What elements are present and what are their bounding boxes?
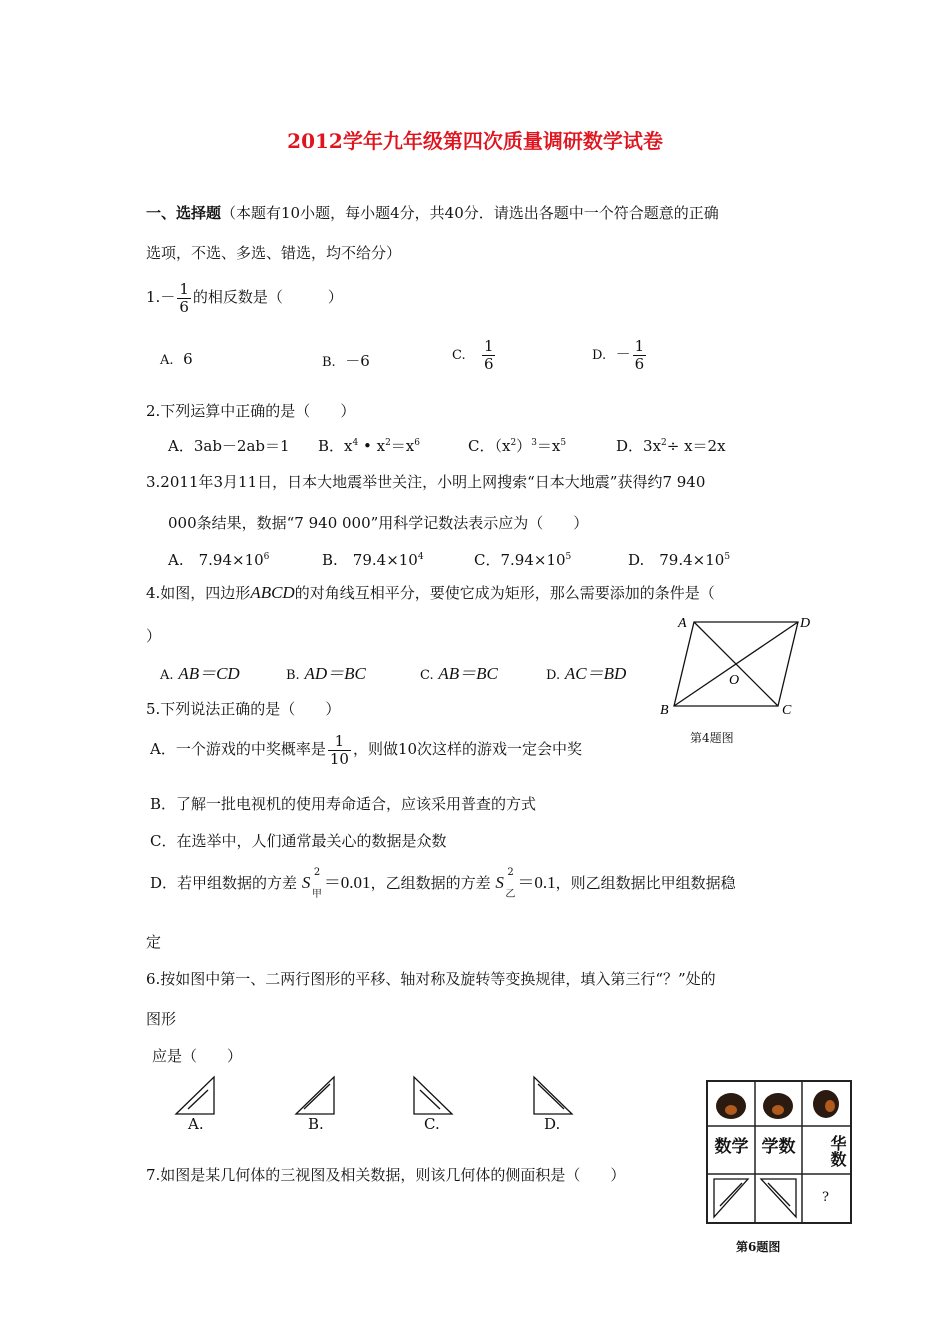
- center-o-label: O: [729, 673, 740, 688]
- q2-stem: 2.下列运算中正确的是（ ）: [146, 402, 356, 420]
- question-1: [146, 281, 343, 315]
- q1-c-label: C.: [452, 348, 466, 363]
- q5-s1-sub: 甲: [311, 889, 322, 900]
- q2-c-mid: ）: [516, 437, 532, 455]
- q4-pre: 4.如图，四边形: [146, 584, 251, 602]
- q1-b-label: B.: [322, 355, 336, 370]
- q4-option-a: [160, 659, 240, 684]
- q4-a-label: A.: [160, 668, 174, 683]
- q5-a-den: 10: [329, 749, 349, 768]
- q6-line-3: 应是（ ）: [152, 1047, 243, 1065]
- q2-c-exp1: 2: [510, 438, 517, 448]
- q5-a-post: ，则做10次这样的游戏一定会中奖: [352, 740, 583, 758]
- q3-c-exp: 5: [565, 552, 572, 562]
- q5-option-d: [150, 867, 736, 900]
- q3-option-d: [628, 549, 730, 570]
- q5-a-num: 1: [328, 733, 351, 751]
- q3-b-exp: 4: [417, 552, 424, 562]
- q4-d-val: AC＝BD: [564, 664, 627, 683]
- q5-s2-sub: 乙: [505, 889, 516, 900]
- q3-option-c: [474, 549, 571, 570]
- q1-option-c: [452, 338, 497, 372]
- q2-c-pre: C．（x: [468, 437, 511, 455]
- q6-option-c-label: C.: [424, 1115, 440, 1133]
- q3-option-a: [168, 549, 269, 570]
- q2-d-post: ÷ x＝2x: [666, 437, 726, 455]
- q4-b-label: B.: [286, 668, 300, 683]
- q6-grid-cell-3: 华数: [828, 1135, 847, 1167]
- q6-option-c-triangle: [408, 1074, 468, 1118]
- q5-variance-a: [301, 867, 324, 900]
- q1-a-val: 6: [183, 350, 193, 368]
- q2-b-pre: B．x: [318, 437, 353, 455]
- q3-c-text: C．7.94×10: [474, 551, 566, 569]
- q5-a-pre: A．一个游戏的中奖概率是: [150, 740, 326, 758]
- q5-stem: 5.下列说法正确的是（ ）: [146, 700, 341, 718]
- q4-line-2: ）: [146, 627, 162, 645]
- q4-line-1: [146, 582, 715, 603]
- q5-v2: ＝0.1: [517, 873, 556, 892]
- q2-b-exp3: 6: [414, 438, 420, 448]
- q2-b-exp2: 2: [385, 438, 391, 448]
- section-intro: [146, 202, 719, 223]
- q2-option-d: [616, 435, 726, 456]
- q2-option-c: [468, 435, 566, 456]
- q2-c-exp3: 5: [560, 438, 567, 448]
- q4-option-d: [546, 659, 626, 684]
- q4-var: ABCD: [250, 583, 295, 602]
- q4-post: 的对角线互相平分，要使它成为矩形，那么需要添加的条件是（: [294, 584, 715, 602]
- q2-b-post: ＝x: [390, 437, 415, 455]
- q1-frac-den: 6: [179, 297, 189, 316]
- q5-variance-b: [495, 867, 517, 900]
- vertex-a-label: A: [678, 616, 687, 631]
- q1-d-label: D.: [592, 348, 607, 363]
- q6-option-b-triangle: [290, 1074, 350, 1118]
- q1-d-fraction: [633, 338, 647, 372]
- q4-option-b: [286, 659, 366, 684]
- q3-a-text: A. 7.94×10: [168, 551, 264, 569]
- q5-s2: S: [495, 873, 504, 892]
- q4-b-val: AD＝BC: [304, 664, 366, 683]
- q2-b-exp1: 4: [352, 438, 359, 448]
- q4-a-val: AB＝CD: [178, 664, 240, 683]
- q1-c-num: 1: [483, 337, 494, 355]
- q1-tail: 的相反数是（ ）: [192, 288, 343, 306]
- q2-d-pre: D．3x: [616, 437, 662, 455]
- q1-frac-num: 1: [179, 280, 189, 298]
- q1-fraction: [177, 281, 191, 315]
- section-desc-2: 选项，不选、多选、错选，均不给分）: [146, 244, 402, 262]
- q5-d-pre: D．若甲组数据的方差: [150, 874, 298, 892]
- q1-sign: －: [160, 288, 176, 306]
- q4-d-label: D.: [546, 668, 561, 683]
- q5-v1: ＝0.01: [323, 873, 371, 892]
- q2-option-a: A．3ab－2ab＝1: [168, 437, 290, 455]
- q1-number: 1.: [146, 288, 161, 306]
- q2-c-exp2: 3: [531, 438, 537, 448]
- q5-d-post: ，则乙组数据比甲组数据稳: [555, 874, 736, 892]
- q3-line-1: 3.2011年3月11日，日本大地震举世关注，小明上网搜索“日本大地震”获得约7 940: [146, 473, 706, 491]
- q6-line-1: 6.按如图中第一、二两行图形的平移、轴对称及旋转等变换规律，填入第三行“？”处的: [146, 970, 716, 988]
- q6-grid-cell-2: 学数: [761, 1137, 796, 1157]
- q1-c-fraction: [482, 338, 496, 372]
- q4-option-c: [420, 659, 498, 684]
- q4-c-val: AB＝BC: [438, 664, 498, 683]
- q5-option-b: B．了解一批电视机的使用寿命适合，应该采用普查的方式: [150, 795, 537, 813]
- q6-grid-question-mark: ?: [822, 1190, 829, 1205]
- q1-option-b: [322, 350, 370, 371]
- q1-d-den: 6: [634, 354, 645, 373]
- q5-a-fraction: [328, 733, 351, 767]
- q6-grid-cell-1: 数学: [714, 1137, 749, 1157]
- q3-d-text: D. 79.4×10: [628, 551, 725, 569]
- q6-option-b-label: B.: [308, 1115, 324, 1133]
- q1-c-den: 6: [483, 354, 494, 373]
- q6-option-d-label: D.: [544, 1115, 561, 1133]
- vertex-b-label: B: [660, 703, 669, 718]
- q2-c-post: ＝x: [536, 437, 561, 455]
- q1-a-label: A.: [160, 353, 174, 368]
- q5-s2-sup: 2: [507, 867, 514, 878]
- q3-b-text: B. 79.4×10: [322, 551, 418, 569]
- q6-pattern-grid: [706, 1080, 852, 1224]
- section-heading: 一、选择题: [146, 204, 222, 222]
- q1-b-val: －6: [345, 352, 370, 370]
- q6-line-2: 图形: [146, 1010, 177, 1028]
- q3-option-b: [322, 549, 424, 570]
- q2-d-exp1: 2: [661, 438, 667, 448]
- q6-figure-caption: 第6题图: [736, 1240, 781, 1254]
- q5-option-c: C．在选举中，人们通常最关心的数据是众数: [150, 832, 447, 850]
- q3-a-exp: 6: [263, 552, 270, 562]
- q6-option-a-label: A.: [188, 1115, 204, 1133]
- q2-b-mid: • x: [358, 437, 386, 455]
- q2-option-b: [318, 435, 420, 456]
- q1-d-num: 1: [634, 337, 645, 355]
- q7-stem: 7.如图是某几何体的三视图及相关数据，则该几何体的侧面积是（ ）: [146, 1166, 626, 1184]
- q4-c-label: C.: [420, 668, 434, 683]
- page-title: 2012学年九年级第四次质量调研数学试卷: [287, 129, 663, 153]
- q5-s1: S: [301, 873, 311, 892]
- q5-option-d-end: 定: [146, 933, 162, 951]
- section-desc-1: （本题有10小题，每小题4分，共40分．请选出各题中一个符合题意的正确: [221, 204, 719, 222]
- q3-line-2: 000条结果，数据“7 940 000”用科学记数法表示应为（ ）: [168, 514, 589, 532]
- q5-d-mid: ，乙组数据的方差: [370, 874, 491, 892]
- q6-option-a-triangle: [170, 1074, 230, 1118]
- q6-option-d-triangle: [528, 1074, 588, 1118]
- q1-d-sign: －: [615, 345, 631, 363]
- vertex-c-label: C: [782, 703, 792, 718]
- q5-option-a: [150, 733, 582, 767]
- q4-parallelogram-figure: [650, 608, 830, 726]
- q5-s1-sup: 2: [313, 867, 321, 878]
- q3-d-exp: 5: [724, 552, 731, 562]
- q1-option-d: [592, 338, 648, 372]
- q1-option-a: [160, 350, 193, 368]
- q4-figure-caption: 第4题图: [690, 731, 734, 745]
- vertex-d-label: D: [800, 616, 811, 631]
